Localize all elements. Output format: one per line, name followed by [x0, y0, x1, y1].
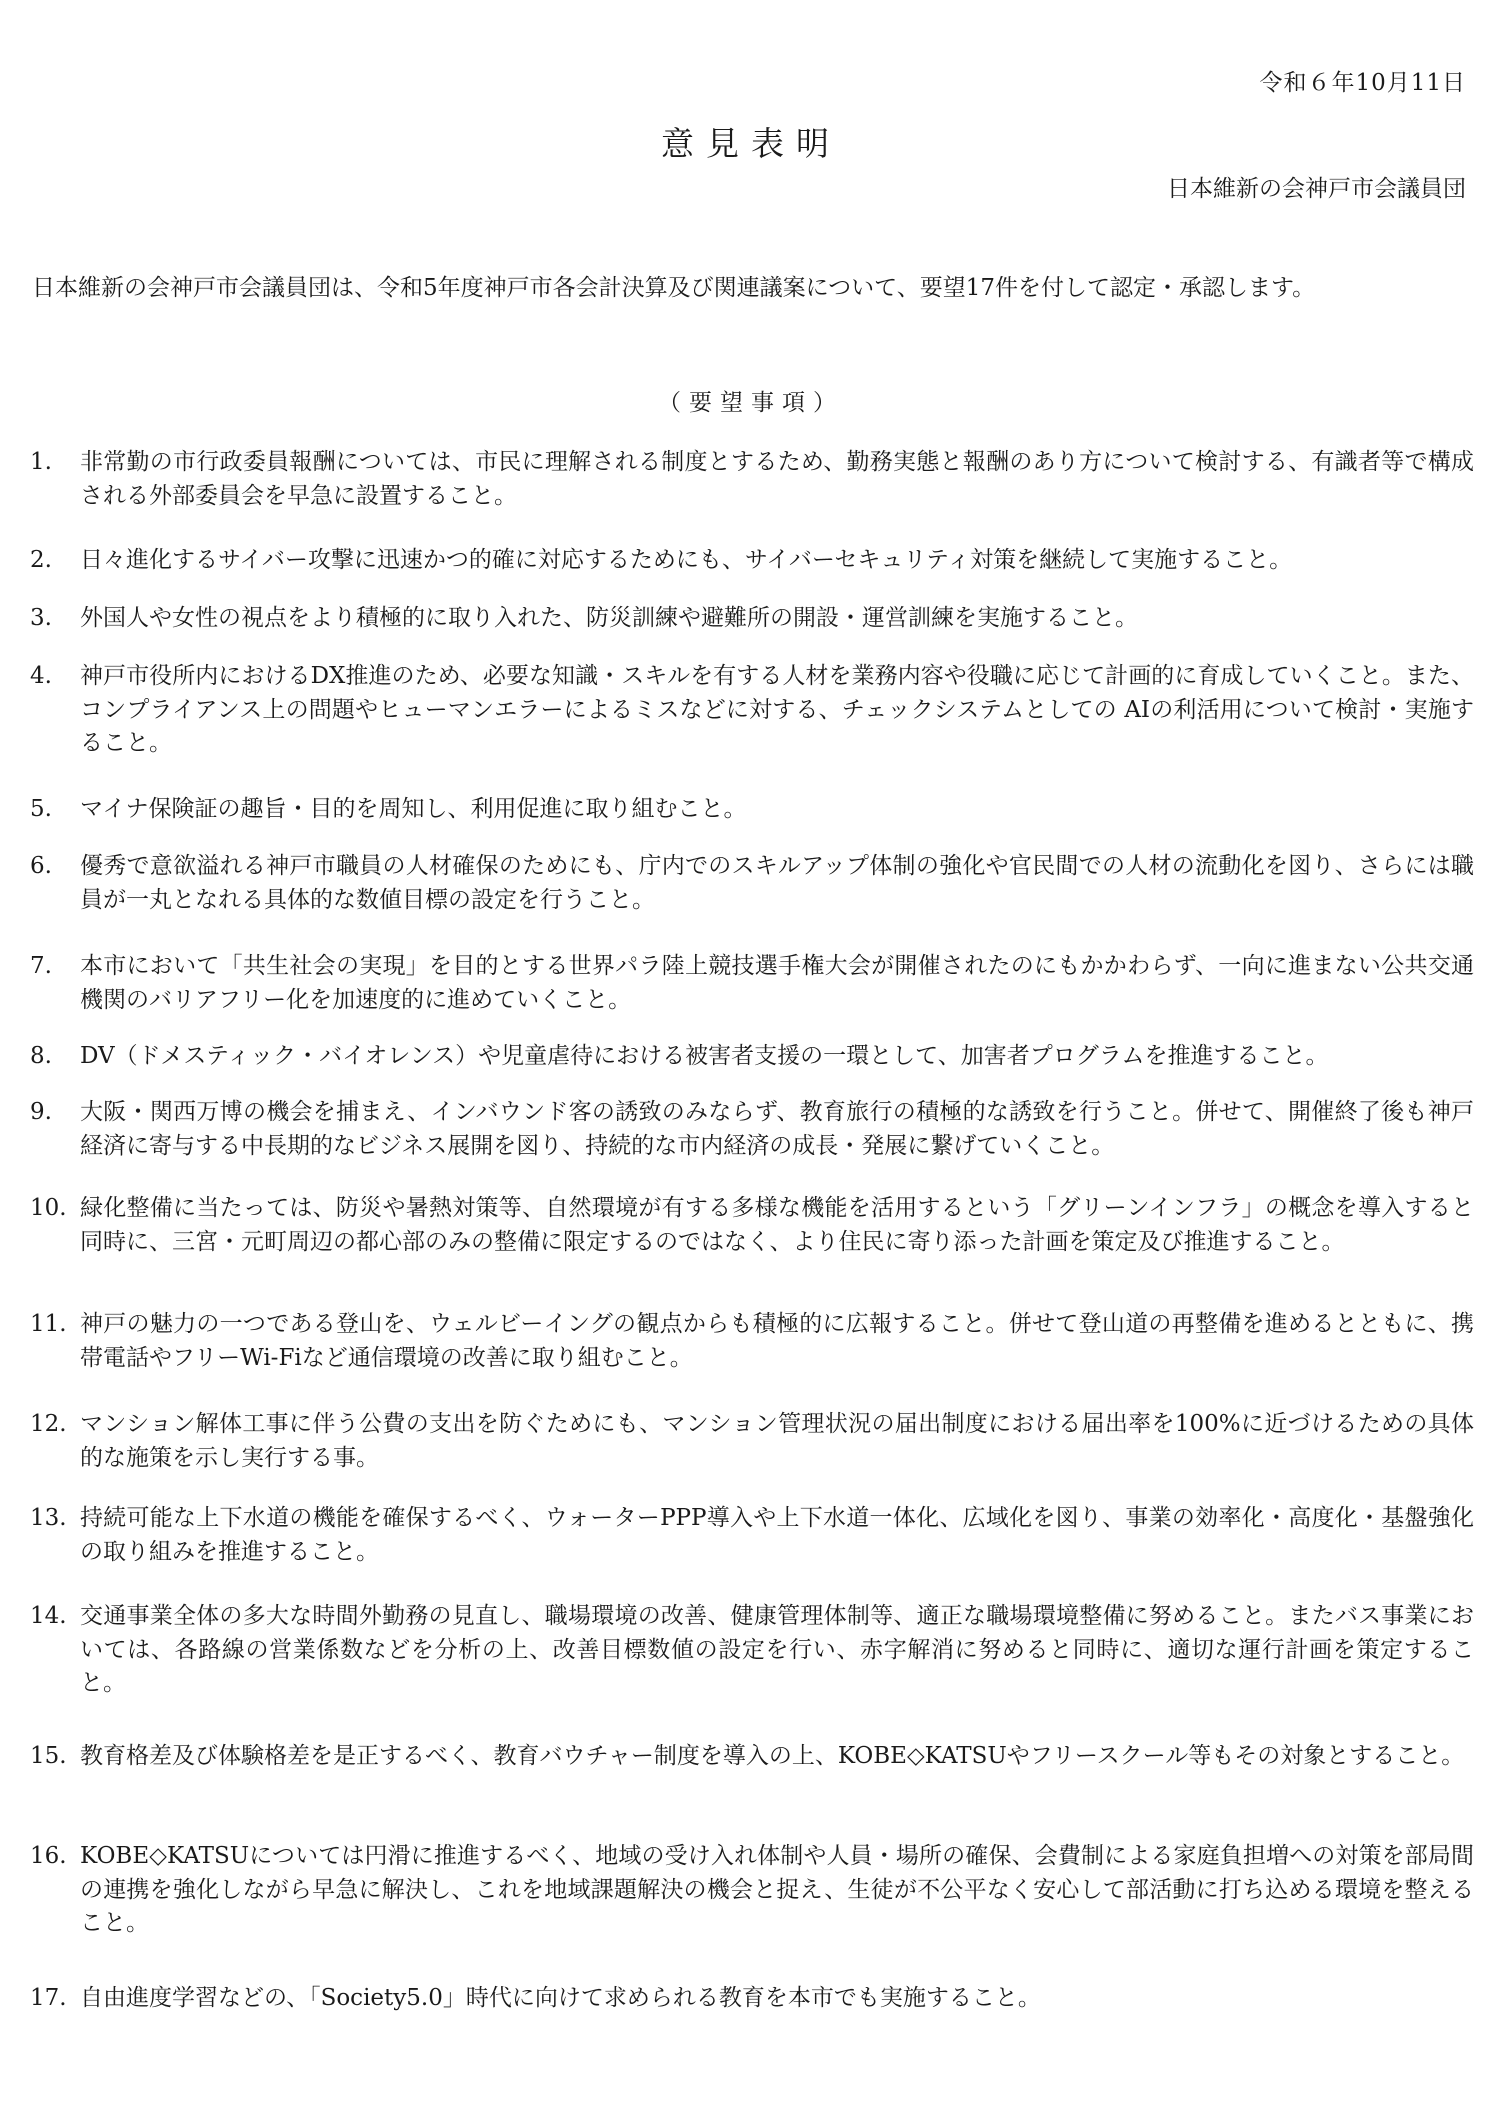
request-number: 15.	[30, 1743, 67, 1769]
request-text: マイナ保険証の趣旨・目的を周知し、利用促進に取り組むこと。	[80, 796, 747, 822]
request-item	[30, 602, 1474, 636]
request-text: 大阪・関西万博の機会を捕まえ、インバウンド客の誘致のみならず、教育旅行の積極的な誘致を行うこと。併せて、開催終了後も神戸経済に寄与する中長期的なビジネス展開を図り、持続的な市内経済の成長・発展に繋げていくこと。	[80, 1099, 1474, 1159]
request-text: 優秀で意欲溢れる神戸市職員の人材確保のためにも、庁内でのスキルアップ体制の強化や官民間での人材の流動化を図り、さらには職員が一丸となれる具体的な数値目標の設定を行うこと。	[80, 853, 1474, 913]
request-item	[30, 1740, 1474, 1774]
request-number: 2.	[30, 547, 52, 573]
requests-heading: （要望事項）	[658, 390, 844, 416]
request-number: 8.	[30, 1043, 52, 1069]
request-number: 16.	[30, 1843, 67, 1869]
request-number: 6.	[30, 853, 52, 879]
request-item	[30, 1600, 1474, 1701]
request-number: 13.	[30, 1505, 67, 1531]
request-item	[30, 1408, 1474, 1475]
request-item	[30, 446, 1474, 513]
request-text: DV（ドメスティック・バイオレンス）や児童虐待における被害者支援の一環として、加害者プログラムを推進すること。	[80, 1043, 1329, 1069]
request-number: 12.	[30, 1411, 67, 1437]
request-text: 外国人や女性の視点をより積極的に取り入れた、防災訓練や避難所の開設・運営訓練を実施すること。	[80, 605, 1138, 631]
request-number: 7.	[30, 953, 52, 979]
request-number: 11.	[30, 1311, 67, 1337]
request-item	[30, 793, 1474, 827]
request-number: 14.	[30, 1603, 67, 1629]
intro-paragraph: 日本維新の会神戸市会議員団は、令和5年度神戸市各会計決算及び関連議案について、要望17件を付して認定・承認します。	[32, 275, 1316, 301]
request-text: 神戸市役所内におけるDX推進のため、必要な知識・スキルを有する人材を業務内容や役職に応じて計画的に育成していくこと。また、コンプライアンス上の問題やヒューマンエラーによるミスなどに対する、チェックシステムとしての AIの利活用について検討・実施すること。	[80, 663, 1474, 756]
request-item	[30, 1192, 1474, 1259]
request-number: 9.	[30, 1099, 52, 1125]
request-number: 5.	[30, 796, 52, 822]
request-item	[30, 1502, 1474, 1569]
request-text: 非常勤の市行政委員報酬については、市民に理解される制度とするため、勤務実態と報酬のあり方について検討する、有識者等で構成される外部委員会を早急に設置すること。	[80, 449, 1474, 509]
request-item	[30, 1840, 1474, 1941]
request-item	[30, 660, 1474, 761]
request-text: 交通事業全体の多大な時間外勤務の見直し、職場環境の改善、健康管理体制等、適正な職場環境整備に努めること。またバス事業においては、各路線の営業係数などを分析の上、改善目標数値の設定を行い、赤字解消に努めると同時に、適切な運行計画を策定すること。	[80, 1603, 1475, 1696]
request-item	[30, 1308, 1474, 1375]
request-text: 教育格差及び体験格差を是正するべく、教育バウチャー制度を導入の上、KOBE◇KATSUやフリースクール等もその対象とすること。	[80, 1743, 1465, 1769]
document-date: 令和６年10月11日	[1259, 70, 1466, 96]
request-text: 自由進度学習などの、「Society5.0」時代に向けて求められる教育を本市でも実施すること。	[80, 1985, 1041, 2011]
request-item	[30, 850, 1474, 917]
request-item	[30, 1040, 1474, 1074]
request-text: 神戸の魅力の一つである登山を、ウェルビーイングの観点からも積極的に広報すること。併せて登山道の再整備を進めるとともに、携帯電話やフリーWi-Fiなど通信環境の改善に取り組むこと。	[80, 1311, 1474, 1371]
request-number: 1.	[30, 449, 52, 475]
document-title: 意見表明	[661, 124, 841, 163]
request-number: 4.	[30, 663, 52, 689]
request-text: 持続可能な上下水道の機能を確保するべく、ウォーターPPP導入や上下水道一体化、広域化を図り、事業の効率化・高度化・基盤強化の取り組みを推進すること。	[80, 1505, 1474, 1565]
request-text: 日々進化するサイバー攻撃に迅速かつ的確に対応するためにも、サイバーセキュリティ対策を継続して実施すること。	[80, 547, 1293, 573]
request-item	[30, 1096, 1474, 1163]
request-text: KOBE◇KATSUについては円滑に推進するべく、地域の受け入れ体制や人員・場所の確保、会費制による家庭負担増への対策を部局間の連携を強化しながら早急に解決し、これを地域課題解決の機会と捉え、生徒が不公平なく安心して部活動に打ち込める環境を整えること。	[80, 1843, 1474, 1936]
request-text: 緑化整備に当たっては、防災や暑熱対策等、自然環境が有する多様な機能を活用するという「グリーンインフラ」の概念を導入すると同時に、三宮・元町周辺の都心部のみの整備に限定するのではなく、より住民に寄り添った計画を策定及び推進すること。	[80, 1195, 1474, 1255]
request-item	[30, 950, 1474, 1017]
request-item	[30, 544, 1474, 578]
request-item	[30, 1982, 1474, 2016]
request-text: 本市において「共生社会の実現」を目的とする世界パラ陸上競技選手権大会が開催されたのにもかかわらず、一向に進まない公共交通機関のバリアフリー化を加速度的に進めていくこと。	[80, 953, 1474, 1013]
request-number: 17.	[30, 1985, 67, 2011]
request-number: 10.	[30, 1195, 67, 1221]
request-number: 3.	[30, 605, 52, 631]
organization-name: 日本維新の会神戸市会議員団	[1167, 176, 1466, 202]
request-text: マンション解体工事に伴う公費の支出を防ぐためにも、マンション管理状況の届出制度における届出率を100%に近づけるための具体的な施策を示し実行する事。	[80, 1411, 1474, 1471]
